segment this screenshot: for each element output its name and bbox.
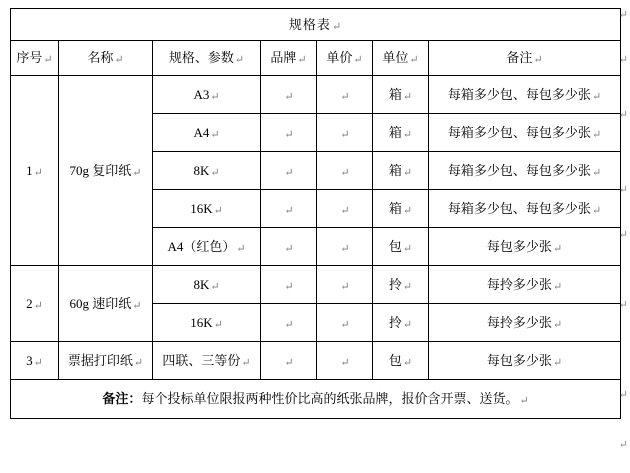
cell-unit: 包↵ [373, 342, 429, 380]
table-header-row [11, 41, 621, 76]
paragraph-mark-icon [592, 130, 601, 141]
paragraph-mark-icon [284, 244, 293, 255]
paragraph-mark-icon [214, 206, 223, 217]
cell-spec: 8K↵ [153, 152, 261, 190]
paragraph-mark-icon [340, 244, 349, 255]
cell-name: 票据打印纸↵ [59, 342, 153, 380]
paragraph-mark-icon [34, 168, 43, 179]
cell-price [317, 152, 373, 190]
cell-unit: 箱↵ [373, 76, 429, 114]
edge-mark: ↵ [618, 229, 628, 241]
table-title: 规格表↵ [11, 9, 621, 41]
cell-remark: 每拎多少张↵ [429, 266, 621, 304]
cell-spec: 16K↵ [153, 190, 261, 228]
table-title-row [11, 9, 621, 41]
cell-brand [261, 342, 317, 380]
cell-spec: 16K↵ [153, 304, 261, 342]
cell-brand [261, 114, 317, 152]
cell-name: 60g 速印纸↵ [59, 266, 153, 342]
paragraph-mark-icon [210, 130, 219, 141]
paragraph-mark-icon [403, 130, 412, 141]
cell-no: 3↵ [11, 342, 59, 380]
cell-remark: 每拎多少张↵ [429, 304, 621, 342]
edge-mark: ↵ [618, 439, 628, 451]
paragraph-mark-icon [114, 55, 123, 66]
paragraph-mark-icon [210, 92, 219, 103]
paragraph-mark-icon [297, 55, 306, 66]
paragraph-mark-icon [403, 358, 412, 369]
spec-table [10, 8, 621, 419]
table-row [11, 76, 621, 114]
paragraph-mark-icon [284, 320, 293, 331]
paragraph-mark-icon [403, 92, 412, 103]
paragraph-mark-icon [210, 168, 219, 179]
paragraph-mark-icon [284, 282, 293, 293]
paragraph-mark-icon [132, 301, 141, 312]
column-header-name: 名称↵ [59, 41, 153, 76]
cell-unit: 拎↵ [373, 304, 429, 342]
cell-remark: 每包多少张↵ [429, 342, 621, 380]
table-footer-row [11, 380, 621, 419]
paragraph-mark-icon [134, 358, 143, 369]
paragraph-mark-icon [34, 358, 43, 369]
paragraph-mark-icon [592, 206, 601, 217]
cell-price [317, 266, 373, 304]
paragraph-mark-icon [519, 396, 528, 407]
paragraph-mark-icon [403, 282, 412, 293]
cell-unit: 箱↵ [373, 152, 429, 190]
paragraph-mark-icon [403, 320, 412, 331]
paragraph-mark-icon [409, 55, 418, 66]
cell-brand [261, 266, 317, 304]
cell-name: 70g 复印纸↵ [59, 76, 153, 266]
cell-unit: 包↵ [373, 228, 429, 266]
paragraph-mark-icon [340, 358, 349, 369]
column-header-no: 序号↵ [11, 41, 59, 76]
cell-remark: 每箱多少包、每包多少张↵ [429, 190, 621, 228]
footer-note-text: 每个投标单位限报两种性价比高的纸张品牌，报价含开票、送货。 [141, 391, 519, 407]
paragraph-mark-icon [553, 282, 562, 293]
paragraph-mark-icon [284, 168, 293, 179]
paragraph-mark-icon [132, 168, 141, 179]
cell-unit: 拎↵ [373, 266, 429, 304]
cell-spec: 四联、三等份↵ [153, 342, 261, 380]
cell-price [317, 342, 373, 380]
paragraph-mark-icon [284, 358, 293, 369]
paragraph-mark-icon [235, 55, 244, 66]
cell-brand [261, 152, 317, 190]
paragraph-mark-icon [241, 358, 250, 369]
paragraph-mark-icon [340, 206, 349, 217]
cell-remark: 每箱多少包、每包多少张↵ [429, 114, 621, 152]
table-row [11, 266, 621, 304]
cell-brand [261, 76, 317, 114]
paragraph-mark-icon [332, 22, 342, 33]
column-header-price: 单价↵ [317, 41, 373, 76]
column-header-remark: 备注↵ [429, 41, 621, 76]
table-row [11, 342, 621, 380]
column-header-spec: 规格、参数↵ [153, 41, 261, 76]
cell-brand [261, 228, 317, 266]
cell-unit: 箱↵ [373, 114, 429, 152]
edge-mark: ↵ [618, 389, 628, 401]
cell-price [317, 114, 373, 152]
cell-price [317, 304, 373, 342]
paragraph-mark-icon [340, 168, 349, 179]
paragraph-mark-icon [340, 282, 349, 293]
cell-remark: 每箱多少包、每包多少张↵ [429, 152, 621, 190]
paragraph-mark-icon [43, 55, 52, 66]
cell-remark: 每包多少张↵ [429, 228, 621, 266]
paragraph-mark-icon [533, 55, 542, 66]
edge-mark: ↵ [618, 9, 628, 21]
paragraph-mark-icon [340, 130, 349, 141]
edge-mark: ↵ [618, 184, 628, 196]
column-header-unit: 单位↵ [373, 41, 429, 76]
cell-remark: 每箱多少包、每包多少张↵ [429, 76, 621, 114]
paragraph-mark-icon [340, 92, 349, 103]
column-header-brand: 品牌↵ [261, 41, 317, 76]
cell-price [317, 76, 373, 114]
edge-mark: ↵ [618, 109, 628, 121]
cell-price [317, 228, 373, 266]
paragraph-mark-icon [553, 320, 562, 331]
paragraph-mark-icon [403, 206, 412, 217]
paragraph-mark-icon [340, 320, 349, 331]
paragraph-mark-icon [284, 92, 293, 103]
cell-spec: 8K↵ [153, 266, 261, 304]
paragraph-mark-icon [553, 358, 562, 369]
cell-no: 1↵ [11, 76, 59, 266]
paragraph-mark-icon [214, 320, 223, 331]
paragraph-mark-icon [284, 206, 293, 217]
paragraph-mark-icon [592, 168, 601, 179]
paragraph-mark-icon [592, 92, 601, 103]
cell-unit: 箱↵ [373, 190, 429, 228]
cell-spec: A4（红色）↵ [153, 228, 261, 266]
paragraph-mark-icon [210, 282, 219, 293]
paragraph-mark-icon [236, 244, 245, 255]
paragraph-mark-icon [353, 55, 362, 66]
cell-spec: A4↵ [153, 114, 261, 152]
paragraph-mark-icon [403, 244, 412, 255]
paragraph-mark-icon [403, 168, 412, 179]
edge-mark: ↵ [618, 54, 628, 66]
footer-note [11, 380, 621, 419]
paragraph-mark-icon [284, 130, 293, 141]
cell-spec: A3↵ [153, 76, 261, 114]
edge-mark: ↵ [618, 299, 628, 311]
cell-price [317, 190, 373, 228]
cell-brand [261, 304, 317, 342]
cell-no: 2↵ [11, 266, 59, 342]
paragraph-mark-icon [34, 301, 43, 312]
paragraph-mark-icon [553, 244, 562, 255]
cell-brand [261, 190, 317, 228]
footer-note-label: 备注： [102, 391, 142, 407]
